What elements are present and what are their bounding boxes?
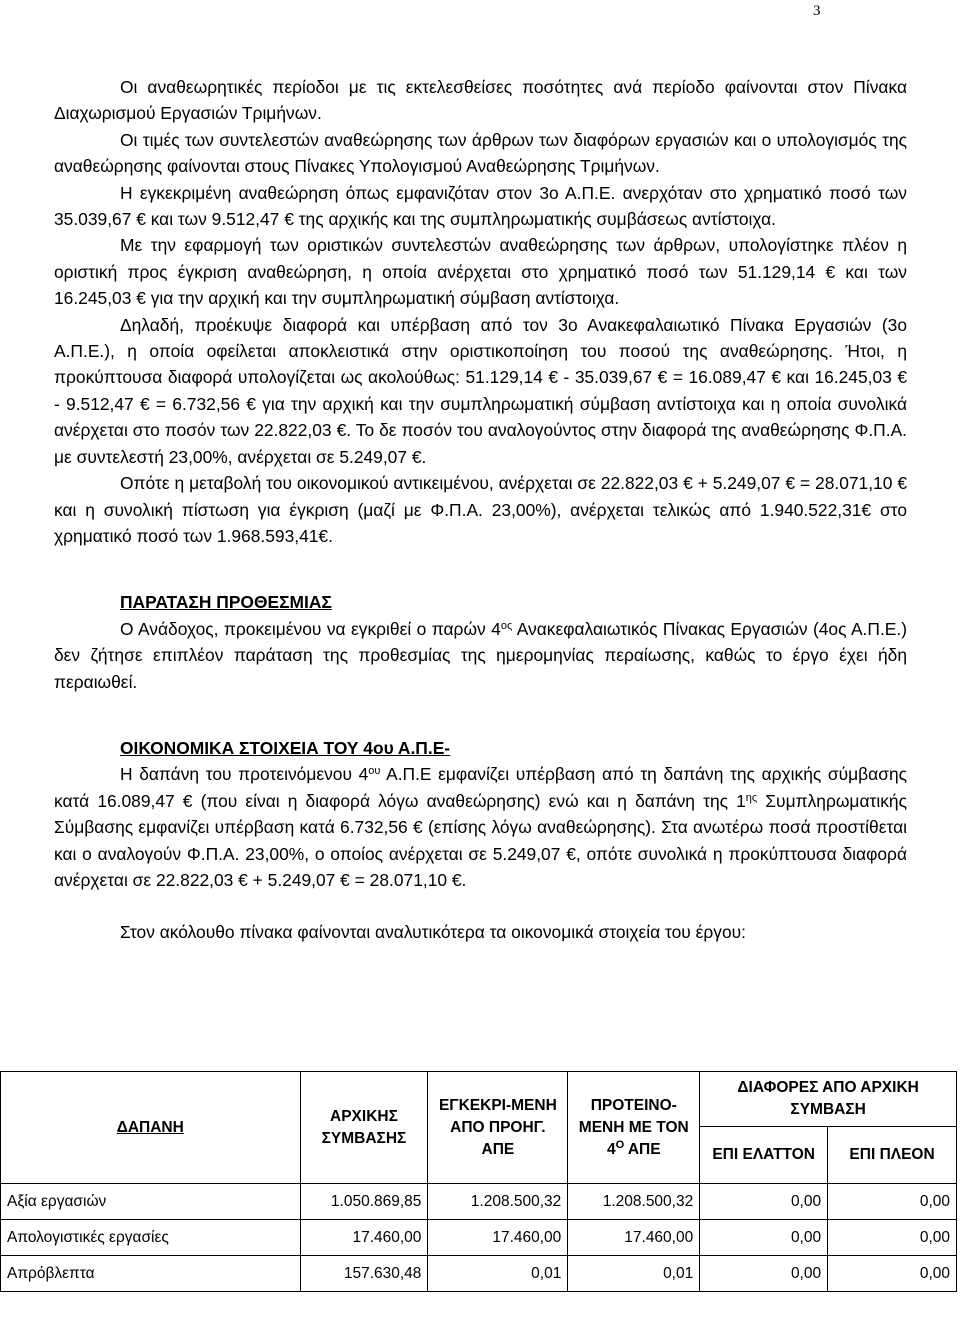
cell-less: 0,00: [700, 1220, 828, 1256]
paragraph-revision-periods: Οι αναθεωρητικές περίοδοι με τις εκτελεσθείσες ποσότητες ανά περίοδο φαίνονται στον Πίνακα Διαχωρισμού Εργασιών Τριμήνων.: [54, 77, 907, 124]
table-row: [1, 1256, 957, 1292]
header-less: ΕΠΙ ΕΛΑΤΤΟΝ: [700, 1127, 828, 1184]
cell-more: 0,00: [828, 1220, 957, 1256]
heading-financial-data: ΟΙΚΟΝΟΜΙΚΑ ΣΤΟΙΧΕΙΑ ΤΟΥ 4ου Α.Π.Ε-: [120, 737, 451, 758]
paragraph-table-intro: Στον ακόλουθο πίνακα φαίνονται αναλυτικότερα τα οικονομικά στοιχεία του έργου:: [120, 922, 746, 943]
paragraph-extension: Ο Ανάδοχος, προκειμένου να εγκριθεί ο παρών $4^{o\varsigma}$ Ανακεφαλαιωτικός Πίνακας Εργασιών (4ος Α.Π.Ε.) δεν ζήτησε επιπλέον παράταση της προθεσμίας της ημερομηνίας περαίωσης, καθώς το έργο έχει ήδη περαιωθεί.: [54, 618, 908, 692]
page-number: 3: [813, 3, 821, 19]
cell-label: Απολογιστικές εργασίες: [1, 1220, 301, 1256]
header-description: ΔΑΠΑΝΗ: [1, 1072, 301, 1184]
paragraph-total-credit: Οπότε η μεταβολή του οικονομικού αντικειμένου, ανέρχεται σε 22.822,03 € + 5.249,07 € = 28.071,10 € και η συνολική πίστωση για έγκριση (μαζί με Φ.Π.Α. 23,00%), ανέρχεται τελικώς από 1.940.522,31€ στο χρηματικό ποσό των 1.968.593,41€.: [54, 473, 907, 546]
cell-original: 17.460,00: [300, 1220, 428, 1256]
header-approved-previous: ΕΓΚΕΚΡΙ-ΜΕΝΗ ΑΠΟ ΠΡΟΗΓ. ΑΠΕ: [428, 1072, 568, 1184]
paragraph-revision-coefficients: Οι τιμές των συντελεστών αναθεώρησης των άρθρων των διαφόρων εργασιών και ο υπολογισμός της αναθεώρησης φαίνονται στους Πίνακες Υπολογισμού Αναθεώρησης Τριμήνων.: [54, 129, 907, 177]
heading-extension: ΠΑΡΑΤΑΣΗ ΠΡΟΘΕΣΜΙΑΣ: [120, 592, 332, 613]
cell-approved: 1.208.500,32: [428, 1184, 568, 1220]
paragraph-approved-revision: Η εγκεκριμένη αναθεώρηση όπως εμφανιζόταν στον 3ο Α.Π.Ε. ανερχόταν στο χρηματικό ποσό των 35.039,67 € και των 9.512,47 € της αρχικής και της συμπληρωματικής συμβάσεως αντίστοιχα.: [54, 182, 907, 230]
paragraph-financial-overrun: Η δαπάνη του προτεινόμενου $4^{o\upsilon}$ Α.Π.Ε εμφανίζει υπέρβαση από τη δαπάνη της αρχικής σύμβασης κατά 16.089,47 € (που είναι η διαφορά λόγω αναθεώρησης) ενώ και η δαπάνη της $1^{\eta\varsigma}$ Συμπληρωματικής Σύμβασης εμφανίζει υπέρβαση κατά 6.732,56 € (επίσης λόγω αναθεώρησης). Στα ανωτέρω ποσά προστίθεται και ο αναλογούν Φ.Π.Α. 23,00%, ο οποίος ανέρχεται σε 5.249,07 €, οπότε συνολικά η προκύπτουσα διαφορά ανέρχεται σε 22.822,03 € + 5.249,07 € = 28.071,10 €.: [54, 764, 907, 890]
cell-approved: 0,01: [428, 1256, 568, 1292]
cell-label: Αξία εργασιών: [1, 1184, 301, 1220]
paragraph-final-revision: Με την εφαρμογή των οριστικών συντελεστών αναθεώρησης των άρθρων, υπολογίστηκε πλέον η οριστική προς έγκριση αναθεώρηση, η οποία ανέρχεται στο χρηματικό ποσό των 51.129,14 € και των 16.245,03 € για την αρχική και την συμπληρωματική σύμβαση αντίστοιχα.: [54, 235, 907, 309]
document-body: [54, 74, 907, 946]
header-more: ΕΠΙ ΠΛΕΟΝ: [828, 1127, 957, 1184]
cell-proposed: 0,01: [568, 1256, 700, 1292]
cell-approved: 17.460,00: [428, 1220, 568, 1256]
financial-table: [0, 1071, 957, 1292]
cell-proposed: 17.460,00: [568, 1220, 700, 1256]
cell-more: 0,00: [828, 1184, 957, 1220]
table-row: [1, 1220, 957, 1256]
cell-less: 0,00: [700, 1256, 828, 1292]
cell-more: 0,00: [828, 1256, 957, 1292]
cell-less: 0,00: [700, 1184, 828, 1220]
cell-original: 157.630,48: [300, 1256, 428, 1292]
header-differences: ΔΙΑΦΟΡΕΣ ΑΠΟ ΑΡΧΙΚΗ ΣΥΜΒΑΣΗ: [700, 1072, 957, 1127]
cell-original: 1.050.869,85: [300, 1184, 428, 1220]
header-original-contract: ΑΡΧΙΚΗΣ ΣΥΜΒΑΣΗΣ: [300, 1072, 428, 1184]
cell-label: Απρόβλεπτα: [1, 1256, 301, 1292]
table-row: [1, 1184, 957, 1220]
header-proposed: ΠΡΟΤΕΙΝΟ-ΜΕΝΗ ΜΕ ΤΟΝ $4^O$ ΑΠΕ: [568, 1072, 700, 1184]
paragraph-difference: Δηλαδή, προέκυψε διαφορά και υπέρβαση από τον 3ο Ανακεφαλαιωτικό Πίνακα Εργασιών (3ο Α.Π.Ε.), η οποία οφείλεται αποκλειστικά στην οριστικοποίηση του ποσού της αναθεώρησης. Ήτοι, η προκύπτουσα διαφορά υπολογίζεται ως ακολούθως: 51.129,14 € - 35.039,67 € = 16.089,47 € και 16.245,03 € - 9.512,47 € = 6.732,56 € για την αρχική και την συμπληρωματική σύμβαση αντίστοιχα και η οποία συνολικά ανέρχεται στο ποσόν των 22.822,03 €. Το δε ποσόν του αναλογούντος στην διαφορά της αναθεώρησης Φ.Π.Α. με συντελεστή 23,00%, ανέρχεται σε 5.249,07 €.: [54, 314, 907, 467]
cell-proposed: 1.208.500,32: [568, 1184, 700, 1220]
